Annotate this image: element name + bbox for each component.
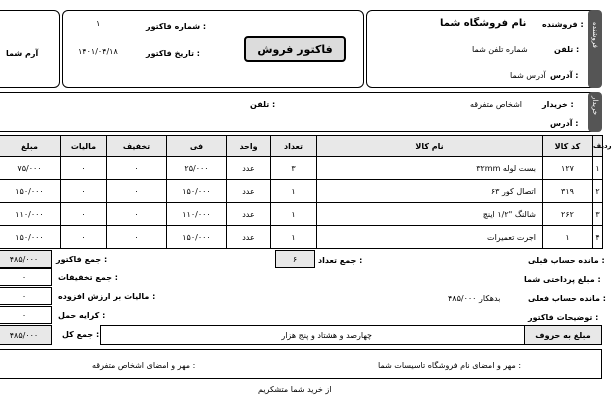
cell-tax: ۰ <box>61 226 107 249</box>
discounts-box <box>0 268 52 286</box>
cell-unit: عدد <box>227 203 271 226</box>
cell-price: ۱۵۰/۰۰۰ <box>167 180 227 203</box>
cell-price: ۱۱۰/۰۰۰ <box>167 203 227 226</box>
cell-name: اجرت تعمیرات <box>317 226 543 249</box>
seller-side-tab-label: فروشنده <box>591 22 599 48</box>
cell-unit: عدد <box>227 226 271 249</box>
buyer-section <box>0 92 602 132</box>
total-qty-box <box>275 250 315 268</box>
cell-qty: ۳ <box>271 157 317 180</box>
cell-row: ۲ <box>593 180 603 203</box>
cell-tax: ۰ <box>61 157 107 180</box>
seller-address-value: آدرس شما <box>510 71 546 80</box>
header-row: ردیف <box>593 136 603 157</box>
cell-amount: ۱۵۰/۰۰۰ <box>0 226 61 249</box>
vat-label: مالیات بر ارزش افزوده : <box>58 292 156 301</box>
cell-code: ۱۲۷ <box>543 157 593 180</box>
cell-price: ۱۵۰/۰۰۰ <box>167 226 227 249</box>
items-table <box>0 135 612 249</box>
prev-balance-label: مانده حساب قبلی : <box>528 256 605 265</box>
cell-amount: ۷۵/۰۰۰ <box>0 157 61 180</box>
invoice-number-value: ۱ <box>96 19 101 28</box>
header-discount: تخفیف <box>107 136 167 157</box>
buyer-address-label: آدرس : <box>550 119 579 128</box>
cell-name: بست لوله ۳۲mm <box>317 157 543 180</box>
cell-name: شالنگ "۱/۲ اینچ <box>317 203 543 226</box>
words-label <box>524 325 602 345</box>
table-row <box>0 157 603 180</box>
cell-qty: ۱ <box>271 226 317 249</box>
buyer-label: خریدار : <box>542 100 574 109</box>
buyer-phone-label: تلفن : <box>250 100 276 109</box>
table-header-row <box>0 136 603 157</box>
header-name: نام کالا <box>317 136 543 157</box>
grand-total-label: جمع کل : <box>62 330 100 339</box>
header-unit: واحد <box>227 136 271 157</box>
buyer-side-tab <box>588 92 602 132</box>
total-qty-label: جمع تعداد : <box>318 256 363 265</box>
invoice-date-value: ۱۴۰۱/۰۴/۱۸ <box>78 47 118 56</box>
current-balance-value: ۴۸۵/۰۰۰ بدهکار <box>448 294 501 303</box>
invoice-number-label: شماره فاکتور : <box>146 22 207 31</box>
vat-value: ۰ <box>21 291 27 301</box>
total-qty-value: ۶ <box>292 254 298 264</box>
table-row <box>0 203 603 226</box>
seller-signature: مهر و امضای نام فروشگاه تاسیسات شما : <box>378 361 522 370</box>
cell-row: ۳ <box>593 203 603 226</box>
buyer-name: اشخاص متفرقه <box>470 100 523 109</box>
thanks-text: از خرید شما متشکریم <box>258 385 332 394</box>
buyer-side-tab-label: خریدار <box>591 96 599 116</box>
table-row <box>0 180 603 203</box>
discounts-label: جمع تخفیفات : <box>58 273 118 282</box>
header-amount: مبلغ <box>0 136 61 157</box>
seller-side-tab <box>588 10 602 88</box>
payment-label: مبلغ پرداختی شما : <box>524 275 601 284</box>
vat-box <box>0 287 52 305</box>
grand-total-box <box>0 325 52 345</box>
header-qty: تعداد <box>271 136 317 157</box>
invoice-total-box <box>0 250 52 268</box>
invoice-total-label: جمع فاکتور : <box>56 255 108 264</box>
cell-discount: ۰ <box>107 180 167 203</box>
cell-tax: ۰ <box>61 180 107 203</box>
cell-discount: ۰ <box>107 157 167 180</box>
seller-address-label: آدرس : <box>550 71 579 80</box>
cell-amount: ۱۱۰/۰۰۰ <box>0 203 61 226</box>
discounts-value: ۰ <box>21 272 27 282</box>
seller-name: نام فروشگاه شما <box>440 18 527 29</box>
cell-qty: ۱ <box>271 180 317 203</box>
cell-discount: ۰ <box>107 203 167 226</box>
cell-price: ۲۵/۰۰۰ <box>167 157 227 180</box>
table-row <box>0 226 603 249</box>
words-value-box <box>100 325 525 345</box>
words-value: چهارصد و هشتاد و پنج هزار <box>281 330 372 340</box>
current-balance-label: مانده حساب فعلی : <box>528 294 606 303</box>
shipping-value: ۰ <box>21 310 27 320</box>
cell-unit: عدد <box>227 180 271 203</box>
cell-qty: ۱ <box>271 203 317 226</box>
header-tax: مالیات <box>61 136 107 157</box>
invoice-title: فاکتور فروش <box>244 36 346 62</box>
buyer-signature: مهر و امضای اشخاص متفرقه : <box>92 361 196 370</box>
words-label-text: مبلغ به حروف <box>535 330 591 340</box>
cell-code: ۲۶۲ <box>543 203 593 226</box>
shipping-label: کرایه حمل : <box>58 311 106 320</box>
cell-row: ۱ <box>593 157 603 180</box>
cell-discount: ۰ <box>107 226 167 249</box>
cell-tax: ۰ <box>61 203 107 226</box>
logo-text: آرم شما <box>6 49 39 58</box>
shipping-box <box>0 306 52 324</box>
grand-total-value: ۴۸۵/۰۰۰ <box>9 330 39 340</box>
notes-label: توضیحات فاکتور : <box>528 313 599 322</box>
invoice-date-label: تاریخ فاکتور : <box>146 49 200 58</box>
invoice-total-value: ۴۸۵/۰۰۰ <box>9 254 39 264</box>
cell-code: ۱ <box>543 226 593 249</box>
seller-phone-value: شماره تلفن شما <box>472 45 528 54</box>
seller-label: فروشنده : <box>542 20 584 29</box>
cell-row: ۴ <box>593 226 603 249</box>
cell-amount: ۱۵۰/۰۰۰ <box>0 180 61 203</box>
cell-unit: عدد <box>227 157 271 180</box>
cell-name: اتصال کور ۶۳ <box>317 180 543 203</box>
seller-phone-label: تلفن : <box>554 45 580 54</box>
cell-code: ۳۱۹ <box>543 180 593 203</box>
header-price: فی <box>167 136 227 157</box>
header-code: کد کالا <box>543 136 593 157</box>
